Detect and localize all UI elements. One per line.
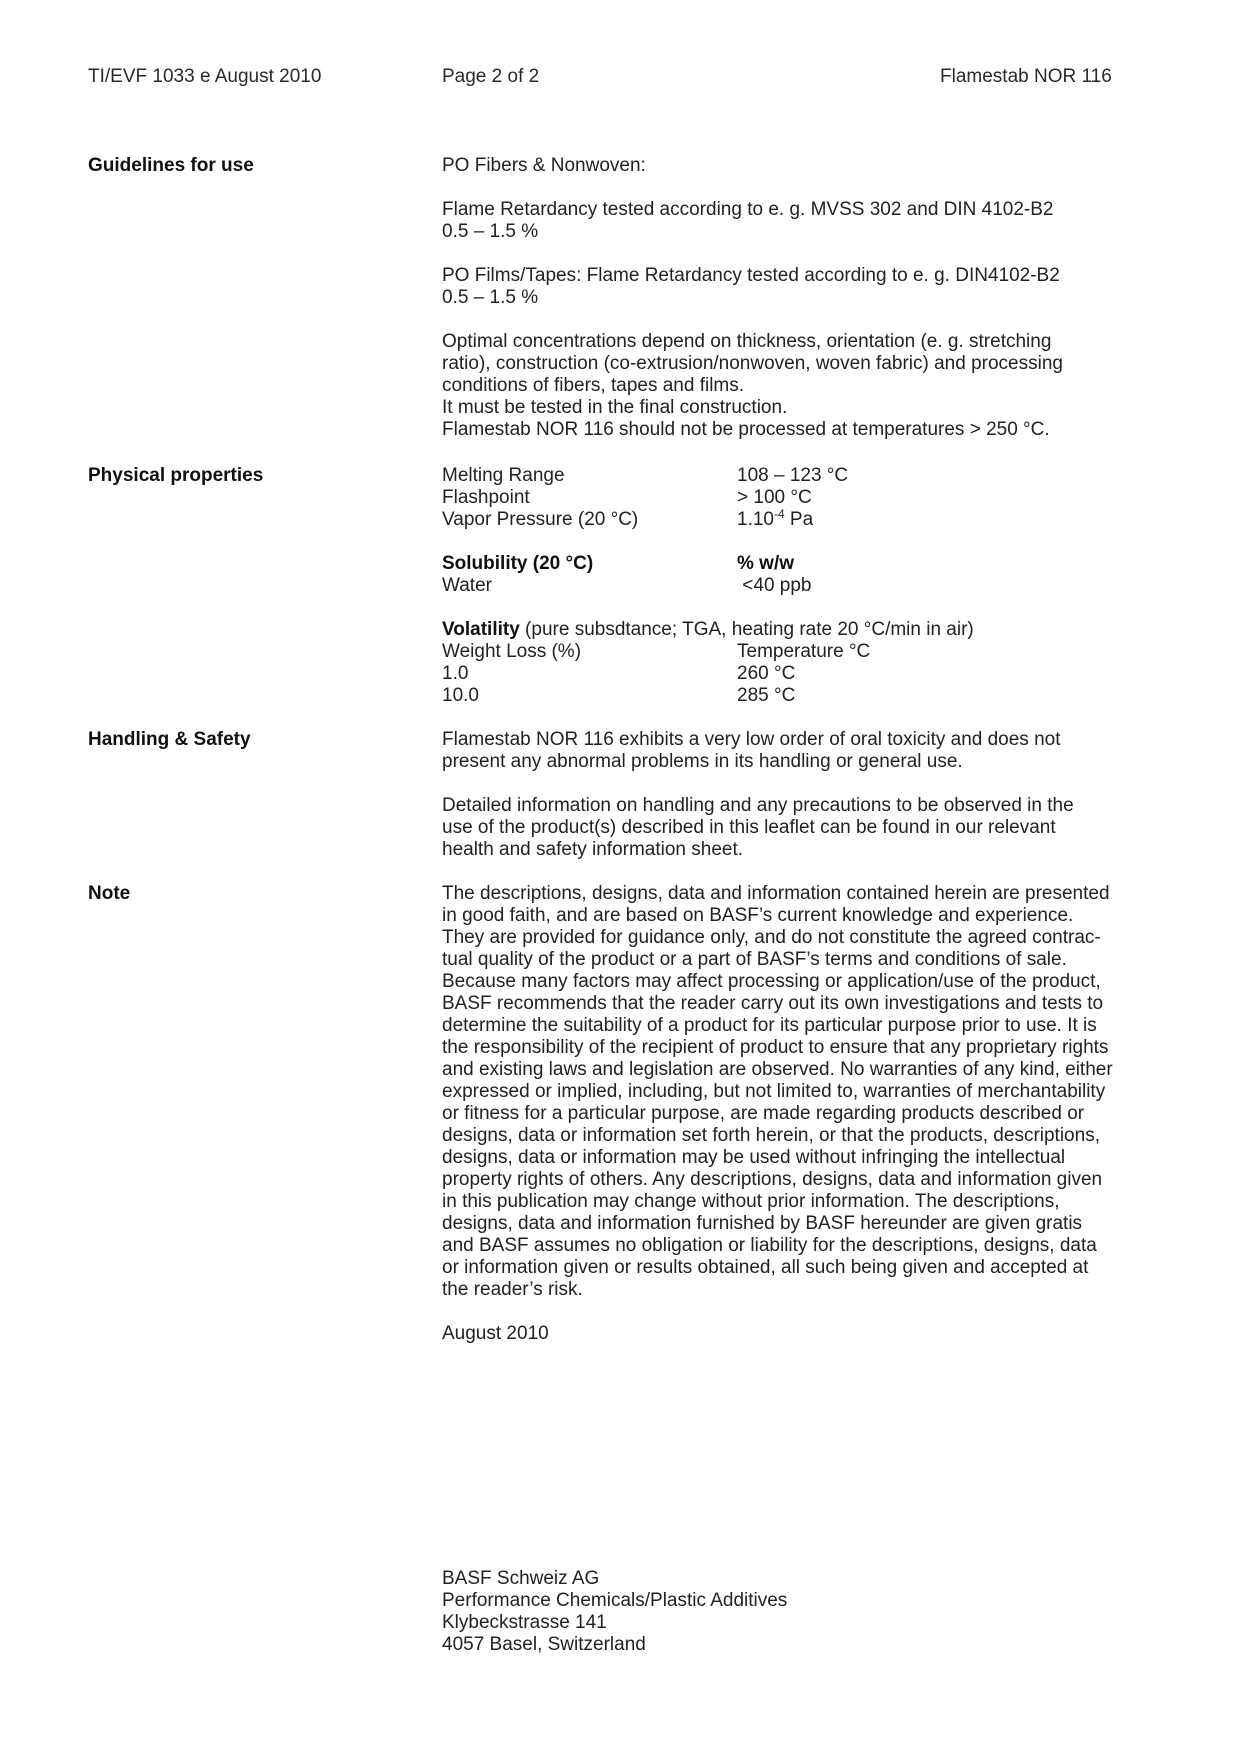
property-row <box>442 487 1122 509</box>
note-line: BASF recommends that the reader carry out its own investigations and tests to <box>442 993 1104 1014</box>
property-value: > 100 °C <box>737 487 812 508</box>
guidelines-section <box>442 155 1122 441</box>
company-city: 4057 Basel, Switzerland <box>442 1634 646 1655</box>
volatility-note: (pure subsdtance; TGA, heating rate 20 °C/min in air) <box>519 619 974 640</box>
guidelines-line: conditions of fibers, tapes and films. <box>442 375 745 396</box>
solubility-heading: Solubility (20 °C) <box>442 553 594 574</box>
company-name: BASF Schweiz AG <box>442 1568 600 1589</box>
note-line: determine the suitability of a product for its particular purpose prior to use. It is <box>442 1015 1097 1036</box>
company-division: Performance Chemicals/Plastic Additives <box>442 1590 788 1611</box>
volatility-heading: Volatility <box>442 619 520 640</box>
vapor-pressure-exponent: -4 <box>773 507 785 521</box>
handling-line: use of the product(s) described in this leaflet can be found in our relevant <box>442 817 1056 838</box>
guidelines-line: Flame Retardancy tested according to e. g. MVSS 302 and DIN 4102-B2 <box>442 199 1054 220</box>
handling-line: Detailed information on handling and any precautions to be observed in the <box>442 795 1074 816</box>
note-line: The descriptions, designs, data and information contained herein are presented <box>442 883 1110 904</box>
guidelines-line: 0.5 – 1.5 % <box>442 287 539 308</box>
page-number: Page 2 of 2 <box>442 66 540 87</box>
note-line: designs, data or information set forth herein, or that the products, descriptions, <box>442 1125 1100 1146</box>
guidelines-line: ratio), construction (co-extrusion/nonwoven, woven fabric) and processing <box>442 353 1063 374</box>
guidelines-line: PO Films/Tapes: Flame Retardancy tested according to e. g. DIN4102-B2 <box>442 265 1060 286</box>
section-label-guidelines: Guidelines for use <box>88 155 254 176</box>
volatility-row <box>442 663 1122 685</box>
note-section <box>442 883 1122 1345</box>
guidelines-line: It must be tested in the final construction. <box>442 397 788 418</box>
property-name: Melting Range <box>442 465 565 486</box>
note-line: or information given or results obtained, all such being given and accepted at <box>442 1257 1089 1278</box>
note-line: expressed or implied, including, but not limited to, warranties of merchantability <box>442 1081 1106 1102</box>
property-name: Vapor Pressure (20 °C) <box>442 509 639 530</box>
handling-line: health and safety information sheet. <box>442 839 744 860</box>
solubility-value: <40 ppb <box>737 575 812 596</box>
handling-line: present any abnormal problems in its handling or general use. <box>442 751 963 772</box>
guidelines-line: PO Fibers & Nonwoven: <box>442 155 646 176</box>
note-line: and existing laws and legislation are observed. No warranties of any kind, either <box>442 1059 1113 1080</box>
guidelines-line: Flamestab NOR 116 should not be processed at temperatures > 250 °C. <box>442 419 1050 440</box>
temperature-value: 260 °C <box>737 663 796 684</box>
guidelines-line: 0.5 – 1.5 % <box>442 221 539 242</box>
note-line: property rights of others. Any descriptions, designs, data and information given <box>442 1169 1103 1190</box>
handling-line: Flamestab NOR 116 exhibits a very low order of oral toxicity and does not <box>442 729 1061 750</box>
property-value: 108 – 123 °C <box>737 465 849 486</box>
publication-date: August 2010 <box>442 1323 549 1344</box>
vapor-pressure-unit: Pa <box>784 509 814 530</box>
property-row <box>442 509 1122 531</box>
product-name: Flamestab NOR 116 <box>940 66 1112 87</box>
guidelines-line: Optimal concentrations depend on thickness, orientation (e. g. stretching <box>442 331 1052 352</box>
company-street: Klybeckstrasse 141 <box>442 1612 607 1633</box>
note-line: designs, data or information may be used without infringing the intellectual <box>442 1147 1066 1168</box>
property-name: Flashpoint <box>442 487 530 508</box>
company-address <box>442 1568 1122 1656</box>
volatility-column-headers <box>442 641 1122 663</box>
note-line: tual quality of the product or a part of BASF’s terms and conditions of sale. <box>442 949 1067 970</box>
solubility-header-row <box>442 553 1122 575</box>
weight-loss-value: 10.0 <box>442 685 479 706</box>
document-reference: TI/EVF 1033 e August 2010 <box>88 66 322 87</box>
volatility-heading-line <box>442 619 1122 641</box>
temperature-column: Temperature °C <box>737 641 871 662</box>
section-label-handling: Handling & Safety <box>88 729 251 750</box>
volatility-row <box>442 685 1122 707</box>
note-line: in good faith, and are based on BASF’s current knowledge and experience. <box>442 905 1074 926</box>
note-line: They are provided for guidance only, and do not constitute the agreed contrac- <box>442 927 1101 948</box>
weight-loss-value: 1.0 <box>442 663 469 684</box>
temperature-value: 285 °C <box>737 685 796 706</box>
physical-section <box>442 465 1122 707</box>
weight-loss-column: Weight Loss (%) <box>442 641 582 662</box>
note-line: or fitness for a particular purpose, are made regarding products described or <box>442 1103 1085 1124</box>
note-line: in this publication may change without prior information. The descriptions, <box>442 1191 1060 1212</box>
note-line: designs, data and information furnished by BASF hereunder are given gratis <box>442 1213 1083 1234</box>
solubility-unit: % w/w <box>737 553 795 574</box>
vapor-pressure-mantissa: 1.10 <box>737 509 774 530</box>
section-label-note: Note <box>88 883 131 904</box>
solubility-row <box>442 575 1122 597</box>
handling-section <box>442 729 1122 861</box>
note-line: the responsibility of the recipient of product to ensure that any proprietary rights <box>442 1037 1109 1058</box>
property-value <box>737 509 813 531</box>
solvent-name: Water <box>442 575 492 596</box>
note-line: and BASF assumes no obligation or liability for the descriptions, designs, data <box>442 1235 1097 1256</box>
property-row <box>442 465 1122 487</box>
section-label-physical: Physical properties <box>88 465 264 486</box>
note-line: the reader’s risk. <box>442 1279 583 1300</box>
note-line: Because many factors may affect processing or application/use of the product, <box>442 971 1101 992</box>
